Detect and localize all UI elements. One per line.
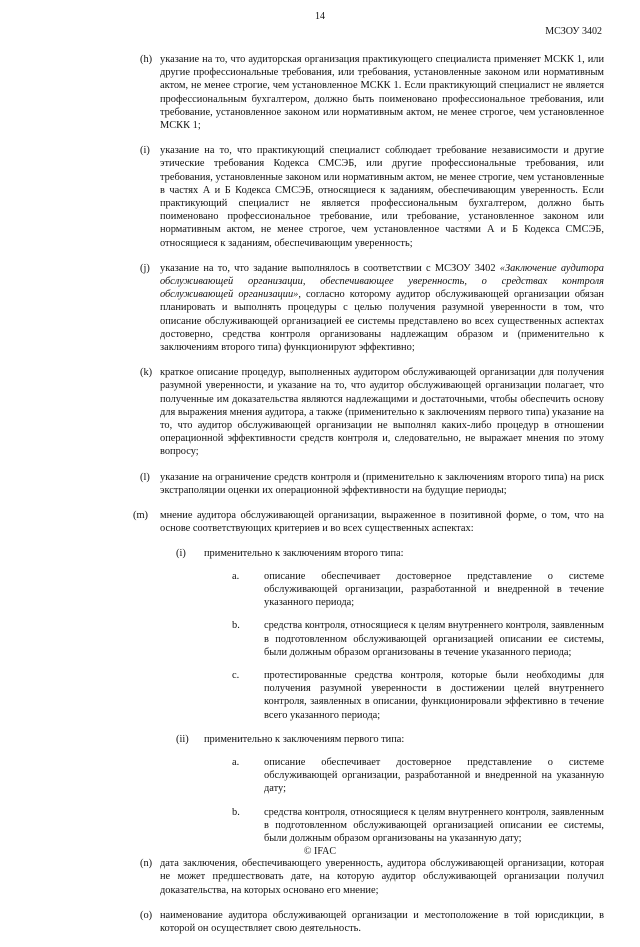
paragraph-i bbox=[140, 144, 604, 250]
subsection-type-two bbox=[160, 547, 604, 722]
paragraph-label: (n) bbox=[140, 858, 153, 870]
standard-title-italic: «Заключение аудитора обслуживающей организации, обеспечивающее уверенность, о средствах контроля обслуживающей организации» bbox=[160, 262, 604, 301]
item-label: a. bbox=[232, 570, 240, 582]
page-number: 14 bbox=[315, 11, 325, 22]
item-text: описание обеспечивает достоверное представление о системе обслуживающей организации, разработанной и внедренной в течение указанного периода; bbox=[264, 570, 604, 609]
document-body bbox=[133, 53, 604, 947]
paragraph-text-end: , согласно которому аудитор обслуживающей организации обязан планировать и выполнять процедуры с целью получения разумной уверенности в том, что описание обслуживающей организацией ее системы представлено во всех существенных аспектах достоверно, средства контроля организованы надлежащим образом и (применительно к заключениям второго типа) функционируют эффективно; bbox=[160, 289, 604, 354]
subsection-title: применительно к заключениям второго типа: bbox=[204, 547, 404, 559]
paragraph-label: (o) bbox=[140, 909, 153, 921]
list-item bbox=[204, 619, 604, 659]
subsection-label: (ii) bbox=[176, 733, 189, 745]
list-item bbox=[204, 756, 604, 796]
paragraph-text: наименование аудитора обслуживающей организации и местоположение в той юрисдикции, в которой он осуществляет свою деятельность. bbox=[160, 909, 604, 934]
item-text: описание обеспечивает достоверное представление о системе обслуживающей организации, разработанной и внедренной на указанную дату; bbox=[264, 756, 604, 795]
paragraph-k bbox=[140, 366, 604, 458]
paragraph-o bbox=[140, 909, 604, 935]
copyright-footer: © IFAC bbox=[303, 846, 337, 857]
item-label: b. bbox=[232, 620, 240, 632]
list-item bbox=[204, 806, 604, 846]
paragraph-label: (h) bbox=[140, 54, 153, 65]
subsection-label: (i) bbox=[176, 547, 186, 559]
paragraph-label: (m) bbox=[133, 510, 149, 522]
item-label: a. bbox=[232, 756, 240, 768]
paragraph-label: (l) bbox=[140, 471, 150, 483]
paragraph-j bbox=[140, 262, 604, 354]
paragraph-text: указание на ограничение средств контроля и (применительно к заключениям второго типа) на риск экстраполяции оценки их операционной эффективности на будущие периоды; bbox=[160, 471, 604, 496]
item-text: средства контроля, относящиеся к целям внутреннего контроля, заявленным в подготовленном обслуживающей организацией описании ее системы, были должным образом организованы на указанную дату; bbox=[264, 806, 604, 844]
standard-reference: МСЗОУ 3402 bbox=[545, 26, 602, 37]
item-label: c. bbox=[232, 669, 240, 681]
paragraph-text bbox=[160, 262, 604, 354]
paragraph-label: (j) bbox=[140, 262, 150, 274]
item-text: протестированные средства контроля, которые были необходимы для получения разумной уверенности в достижении целей внутреннего контроля, заявленных в описании, функционировали эффективно в течение всего указанного периода; bbox=[264, 669, 604, 721]
list-item bbox=[204, 669, 604, 722]
paragraph-text: краткое описание процедур, выполненных аудитором обслуживающей организации для получения разумной уверенности, и указание на то, что аудитор обслуживающей организации полагает, что полученные им доказательства являются надлежащими и достаточными, чтобы обеспечить основу для выражения мнения аудитора, а также (применительно к заключениям первого типа) указание на то, что аудитор обслуживающей организации не выполнял каких-либо процедур в отношении операционной эффективности средств контроля и, следовательно, не выражает мнения по этому вопросу; bbox=[160, 367, 604, 458]
paragraph-h bbox=[140, 53, 604, 132]
paragraph-n bbox=[140, 857, 604, 897]
list-item bbox=[204, 570, 604, 610]
paragraph-label: (k) bbox=[140, 367, 153, 379]
item-label: b. bbox=[232, 806, 240, 818]
paragraph-text: мнение аудитора обслуживающей организации, выраженное в позитивной форме, о том, что на основе соответствующих критериев и во всех существенных аспектах: bbox=[160, 510, 604, 535]
paragraph-label: (i) bbox=[140, 145, 150, 157]
paragraph-l bbox=[140, 471, 604, 497]
paragraph-text: указание на то, что аудиторская организация практикующего специалиста применяет МСКК 1, или другие профессиональные требования, или требования, установленные законом или нормативным актом, не менее строгие, чем установленное МСКК 1. Если практикующий специалист не является профессиональным бухгалтером, должно быть поименовано профессиональное требования, или требование, установленное законом или нормативным актом, не менее строгое, чем установленное МСКК 1; bbox=[160, 54, 604, 132]
subsection-title: применительно к заключениям первого типа: bbox=[204, 733, 405, 745]
paragraph-text: указание на то, что практикующий специалист соблюдает требование независимости и другие этические требования Кодекса СМСЭБ, или другие профессиональные требования, или требования, установленные законом или нормативным актом, не менее строгие, чем установленные в частях А и Б Кодекса СМСЭБ, относящиеся к заданиям, обеспечивающим уверенность. Если практикующий специалист не является профессиональным бухгалтером, должно быть поименовано профессиональное требование, или требование, установленное законом или нормативным актом, не менее строгое, чем установленное частями А и Б Кодекса СМСЭБ, относящиеся к заданиям, обеспечивающим уверенность; bbox=[160, 145, 604, 249]
paragraph-text: дата заключения, обеспечивающего уверенность, аудитора обслуживающей организации, которая не может предшествовать дате, на которую аудитор обслуживающей организации получил доказательства, на которых основано его мнение; bbox=[160, 858, 604, 896]
subsection-type-one bbox=[160, 733, 604, 845]
paragraph-text-start: указание на то, что задание выполнялось в соответствии с МСЗОУ 3402 bbox=[160, 262, 500, 274]
paragraph-m bbox=[133, 509, 604, 845]
item-text: средства контроля, относящиеся к целям внутреннего контроля, заявленным в подготовленном обслуживающей организацией описании ее системы, были должным образом организованы в течение указанного периода; bbox=[264, 620, 604, 658]
